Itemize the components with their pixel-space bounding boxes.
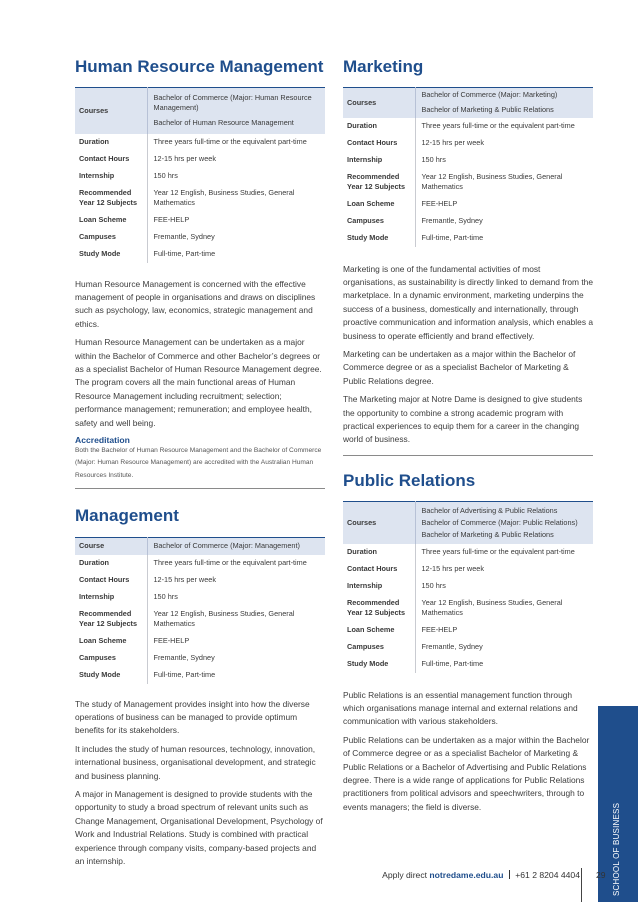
paragraph: The Marketing major at Notre Dame is designed to give students the opportunity to combine a strong academic program with practical experiences to equip them for a career in the changing world of business. xyxy=(343,394,583,445)
table-row xyxy=(343,656,593,673)
marketing-course-item: Bachelor of Commerce (Major: Marketing) xyxy=(421,90,558,100)
row-label: Recommended Year 12 Subjects xyxy=(75,185,147,212)
hrm-course-item: Bachelor of Commerce (Major: Human Resource Management) xyxy=(153,93,312,113)
row-label: Campuses xyxy=(343,639,415,656)
row-value: Three years full-time or the equivalent part-time xyxy=(421,547,575,556)
marketing-courses-value xyxy=(415,88,593,118)
pr-course-item: Bachelor of Marketing & Public Relations xyxy=(421,529,554,539)
row-value: 12-15 hrs per week xyxy=(421,564,484,573)
row-value: 12-15 hrs per week xyxy=(153,575,216,584)
table-row xyxy=(75,633,325,650)
row-label: Internship xyxy=(75,589,147,606)
table-row xyxy=(343,230,593,247)
table-row xyxy=(75,229,325,246)
accreditation-heading: Accreditation xyxy=(75,434,130,445)
row-label: Recommended Year 12 Subjects xyxy=(75,606,147,633)
marketing-body xyxy=(343,263,593,447)
marketing-title: Marketing xyxy=(343,57,424,76)
paragraph: A major in Management is designed to provide students with the opportunity to study a broad spectrum of relevant units such as Change Management, Organisational Development, Psychology of Work and Industrial Relations. Study is combined with practical experience through company visits, company-based projects and an internship. xyxy=(75,788,323,866)
management-course-row xyxy=(75,538,325,555)
row-value: Three years full-time or the equivalent part-time xyxy=(153,558,307,567)
marketing-section xyxy=(343,56,593,447)
table-row xyxy=(343,118,593,135)
row-label: Study Mode xyxy=(75,246,147,263)
row-label: Duration xyxy=(343,544,415,561)
row-value: Three years full-time or the equivalent part-time xyxy=(421,121,575,130)
row-label: Loan Scheme xyxy=(75,212,147,229)
management-title: Management xyxy=(75,506,179,525)
table-row xyxy=(75,650,325,667)
paragraph: Marketing can be undertaken as a major within the Bachelor of Commerce degree or as a specialist Bachelor of Marketing & Public Relations degree. xyxy=(343,348,576,386)
row-label: Contact Hours xyxy=(75,572,147,589)
marketing-courses-label: Courses xyxy=(343,88,415,118)
side-tab-label: SCHOOL OF BUSINESS xyxy=(612,802,621,896)
management-course-label: Course xyxy=(75,538,147,555)
table-row xyxy=(343,622,593,639)
section-divider xyxy=(343,455,593,456)
row-value: Fremantle, Sydney xyxy=(421,216,483,225)
table-row xyxy=(343,135,593,152)
row-label: Contact Hours xyxy=(343,135,415,152)
table-row xyxy=(75,212,325,229)
management-course-value: Bachelor of Commerce (Major: Management) xyxy=(147,538,325,555)
row-label: Internship xyxy=(75,168,147,185)
hrm-courses-value xyxy=(147,88,325,134)
table-row xyxy=(343,196,593,213)
table-row xyxy=(75,667,325,684)
pr-courses-label: Courses xyxy=(343,502,415,544)
table-row xyxy=(343,213,593,230)
row-label: Internship xyxy=(343,578,415,595)
paragraph: Human Resource Management can be undertaken as a major within the Bachelor of Commerce and other Bachelor’s degrees or as a specialist Bachelor of Human Resource Management degree. The program covers all the main functional areas of Human Resource Management including recruitment; selection; performance management; remuneration; and employee health, safety and well being. xyxy=(75,337,322,428)
table-row xyxy=(343,544,593,561)
management-section xyxy=(75,505,325,873)
row-label: Recommended Year 12 Subjects xyxy=(343,595,415,622)
row-value: Year 12 English, Business Studies, General Mathematics xyxy=(421,598,563,617)
table-row xyxy=(75,185,325,212)
hrm-course-item: Bachelor of Human Resource Management xyxy=(153,118,294,128)
section-divider xyxy=(75,488,325,489)
table-row xyxy=(343,169,593,196)
row-label: Duration xyxy=(75,134,147,151)
table-row xyxy=(75,589,325,606)
row-value: 150 hrs xyxy=(421,155,446,164)
pr-title: Public Relations xyxy=(343,471,476,490)
table-row xyxy=(343,578,593,595)
footer-phone: +61 2 8204 4404 xyxy=(515,870,580,880)
pr-section xyxy=(343,470,593,819)
row-value: Full-time, Part-time xyxy=(153,670,216,679)
row-value: Year 12 English, Business Studies, General Mathematics xyxy=(153,609,295,628)
footer-apply-text: Apply direct xyxy=(382,870,428,880)
paragraph: Human Resource Management is concerned with the effective management of people in organisations and draws on disciplines such as psychology, law, economics, strategic management and ethics. xyxy=(75,278,316,329)
row-value: Three years full-time or the equivalent part-time xyxy=(153,137,307,146)
pr-info-table xyxy=(343,501,593,673)
marketing-info-table xyxy=(343,87,593,247)
table-row xyxy=(75,572,325,589)
hrm-courses-row xyxy=(75,88,325,134)
paragraph: Public Relations can be undertaken as a major within the Bachelor of Commerce degree or as a specialist Bachelor of Marketing & Public Relations or a Bachelor of Advertising and Public Relations degree. There is a wide range of applications for Public Relations practitioners from political advisors and speechwriters, through to events managers; the field is diverse. xyxy=(343,734,590,812)
row-label: Loan Scheme xyxy=(343,196,415,213)
right-column xyxy=(343,56,593,452)
page-number: 29 xyxy=(596,870,606,880)
row-label: Campuses xyxy=(75,229,147,246)
footer xyxy=(300,870,580,880)
table-row xyxy=(343,152,593,169)
row-label: Loan Scheme xyxy=(75,633,147,650)
pr-courses-row xyxy=(343,502,593,544)
row-value: Full-time, Part-time xyxy=(421,659,484,668)
table-row xyxy=(343,595,593,622)
hrm-body xyxy=(75,278,325,430)
row-label: Study Mode xyxy=(343,230,415,247)
paragraph: The study of Management provides insight into how the diverse operations of business can be managed to provide optimum benefits for its stakeholders. xyxy=(75,698,310,736)
row-value: Full-time, Part-time xyxy=(421,233,484,242)
row-label: Loan Scheme xyxy=(343,622,415,639)
pr-course-item: Bachelor of Commerce (Major: Public Relations) xyxy=(421,517,578,527)
row-label: Study Mode xyxy=(343,656,415,673)
pr-body xyxy=(343,689,593,815)
table-row xyxy=(343,561,593,578)
table-row xyxy=(75,168,325,185)
row-value: FEE-HELP xyxy=(421,625,458,634)
management-info-table xyxy=(75,537,325,684)
footer-separator xyxy=(509,870,510,879)
table-row xyxy=(75,151,325,168)
footer-divider xyxy=(581,868,582,902)
row-value: FEE-HELP xyxy=(153,636,190,645)
row-value: Fremantle, Sydney xyxy=(153,653,215,662)
row-value: 150 hrs xyxy=(153,592,178,601)
table-row xyxy=(75,555,325,572)
hrm-title: Human Resource Management xyxy=(75,57,324,76)
left-column xyxy=(75,56,325,482)
row-value: Year 12 English, Business Studies, General Mathematics xyxy=(153,188,295,207)
footer-url-link[interactable]: notredame.edu.au xyxy=(429,870,504,880)
marketing-courses-row xyxy=(343,88,593,118)
row-label: Duration xyxy=(343,118,415,135)
row-label: Recommended Year 12 Subjects xyxy=(343,169,415,196)
row-value: Full-time, Part-time xyxy=(153,249,216,258)
row-value: 150 hrs xyxy=(153,171,178,180)
row-label: Internship xyxy=(343,152,415,169)
hrm-courses-label: Courses xyxy=(75,88,147,134)
row-label: Campuses xyxy=(75,650,147,667)
row-label: Contact Hours xyxy=(75,151,147,168)
row-label: Duration xyxy=(75,555,147,572)
row-value: 150 hrs xyxy=(421,581,446,590)
table-row xyxy=(75,134,325,151)
row-value: Year 12 English, Business Studies, General Mathematics xyxy=(421,172,563,191)
paragraph: Public Relations is an essential management function through which organisations manage internal and external relations and communication with various stakeholders. xyxy=(343,689,578,727)
hrm-info-table xyxy=(75,87,325,263)
row-label: Study Mode xyxy=(75,667,147,684)
row-value: Fremantle, Sydney xyxy=(421,642,483,651)
row-value: 12-15 hrs per week xyxy=(153,154,216,163)
paragraph: It includes the study of human resources, technology, innovation, international business, organisational development, and strategic and business planning. xyxy=(75,743,316,781)
table-row xyxy=(343,639,593,656)
table-row xyxy=(75,246,325,263)
management-body xyxy=(75,698,325,869)
paragraph: Marketing is one of the fundamental activities of most organisations, as sustainability is directly linked to demand from the marketplace. In a dynamic environment, marketing underpins the success of a business, domestically and internationally, through proactive communication and information analysis, which enables a business to operate efficiently and brand effectively. xyxy=(343,263,593,341)
row-value: Fremantle, Sydney xyxy=(153,232,215,241)
accreditation-text: Both the Bachelor of Human Resource Management and the Bachelor of Commerce (Major: Human Resource Management) are accredited with the Australian Human Resources Institute. xyxy=(75,446,322,479)
hrm-section xyxy=(75,56,325,482)
pr-course-item: Bachelor of Advertising & Public Relations xyxy=(421,505,558,515)
table-row xyxy=(75,606,325,633)
pr-courses-value xyxy=(415,502,593,544)
row-label: Campuses xyxy=(343,213,415,230)
marketing-course-item: Bachelor of Marketing & Public Relations xyxy=(421,105,554,115)
row-value: 12-15 hrs per week xyxy=(421,138,484,147)
row-value: FEE-HELP xyxy=(421,199,458,208)
row-label: Contact Hours xyxy=(343,561,415,578)
row-value: FEE-HELP xyxy=(153,215,190,224)
